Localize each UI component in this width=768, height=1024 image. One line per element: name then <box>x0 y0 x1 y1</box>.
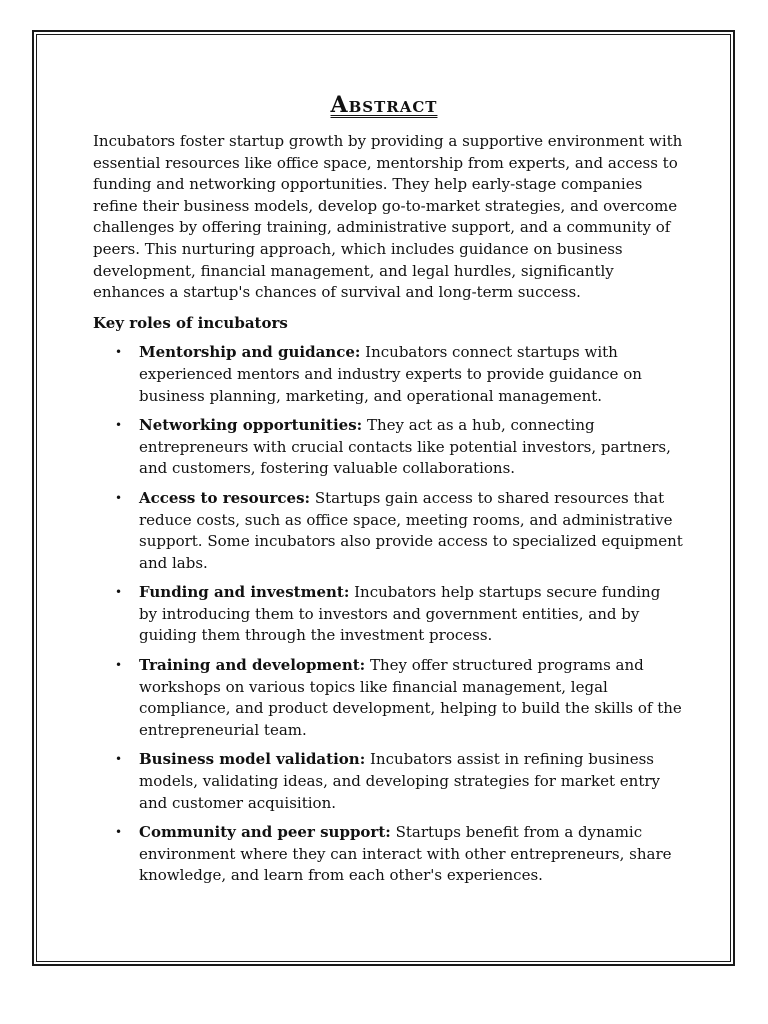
role-term: Access to resources: <box>139 488 311 507</box>
role-description: Startups gain access to shared resources that reduce costs, such as office space, meeting rooms, and administrative support. Some incubators also provide access to specialized equipment and labs. <box>139 488 683 572</box>
list-item-funding <box>93 582 683 647</box>
bullet-icon: • <box>115 825 123 840</box>
role-term: Training and development: <box>139 656 366 675</box>
role-term: Community and peer support: <box>139 823 391 842</box>
abstract-paragraph: Incubators foster startup growth by providing a supportive environment with essential resources like office space, mentorship from experts, and access to funding and networking opportunities. They help early-stage companies refine their business models, develop go-to-market strategies, and overcome challenges by offering training, administrative support, and a community of peers. This nurturing approach, which includes guidance on business development, financial management, and legal hurdles, significantly enhances a startup's chances of survival and long-term success. <box>93 132 683 302</box>
list-item-networking <box>93 415 683 480</box>
list-item-training <box>93 655 683 741</box>
list-item-mentorship <box>93 342 683 407</box>
list-item-community <box>93 822 683 887</box>
role-description: They act as a hub, connecting entrepreneurs with crucial contacts like potential investors, partners, and customers, fostering valuable collaborations. <box>139 416 671 478</box>
role-term: Funding and investment: <box>139 583 350 602</box>
list-item-resources <box>93 488 683 574</box>
bullet-icon: • <box>115 418 123 433</box>
role-description: Startups benefit from a dynamic environment where they can interact with other entrepreneurs, share knowledge, and learn from each other's experiences. <box>139 823 672 885</box>
bullet-icon: • <box>115 490 123 505</box>
role-term: Mentorship and guidance: <box>139 343 361 362</box>
list-item-validation <box>93 749 683 814</box>
role-term: Business model validation: <box>139 750 366 769</box>
role-description: Incubators connect startups with experienced mentors and industry experts to provide guidance on business planning, marketing, and operational management. <box>139 343 642 405</box>
role-description: Incubators assist in refining business models, validating ideas, and developing strategies for market entry and customer acquisition. <box>139 750 661 812</box>
page-title: Abstract <box>330 92 438 118</box>
bullet-icon: • <box>115 345 123 360</box>
document-body <box>93 131 683 895</box>
role-term: Networking opportunities: <box>139 416 363 435</box>
bullet-icon: • <box>115 658 123 673</box>
bullet-icon: • <box>115 585 123 600</box>
role-description: Incubators help startups secure funding by introducing them to investors and government entities, and by guiding them through the investment process. <box>139 583 661 645</box>
role-description: They offer structured programs and workshops on various topics like financial management, legal compliance, and product development, helping to build the skills of the entrepreneurial team. <box>139 656 682 739</box>
roles-list <box>93 342 683 887</box>
bullet-icon: • <box>115 752 123 767</box>
section-heading: Key roles of incubators <box>93 313 288 332</box>
